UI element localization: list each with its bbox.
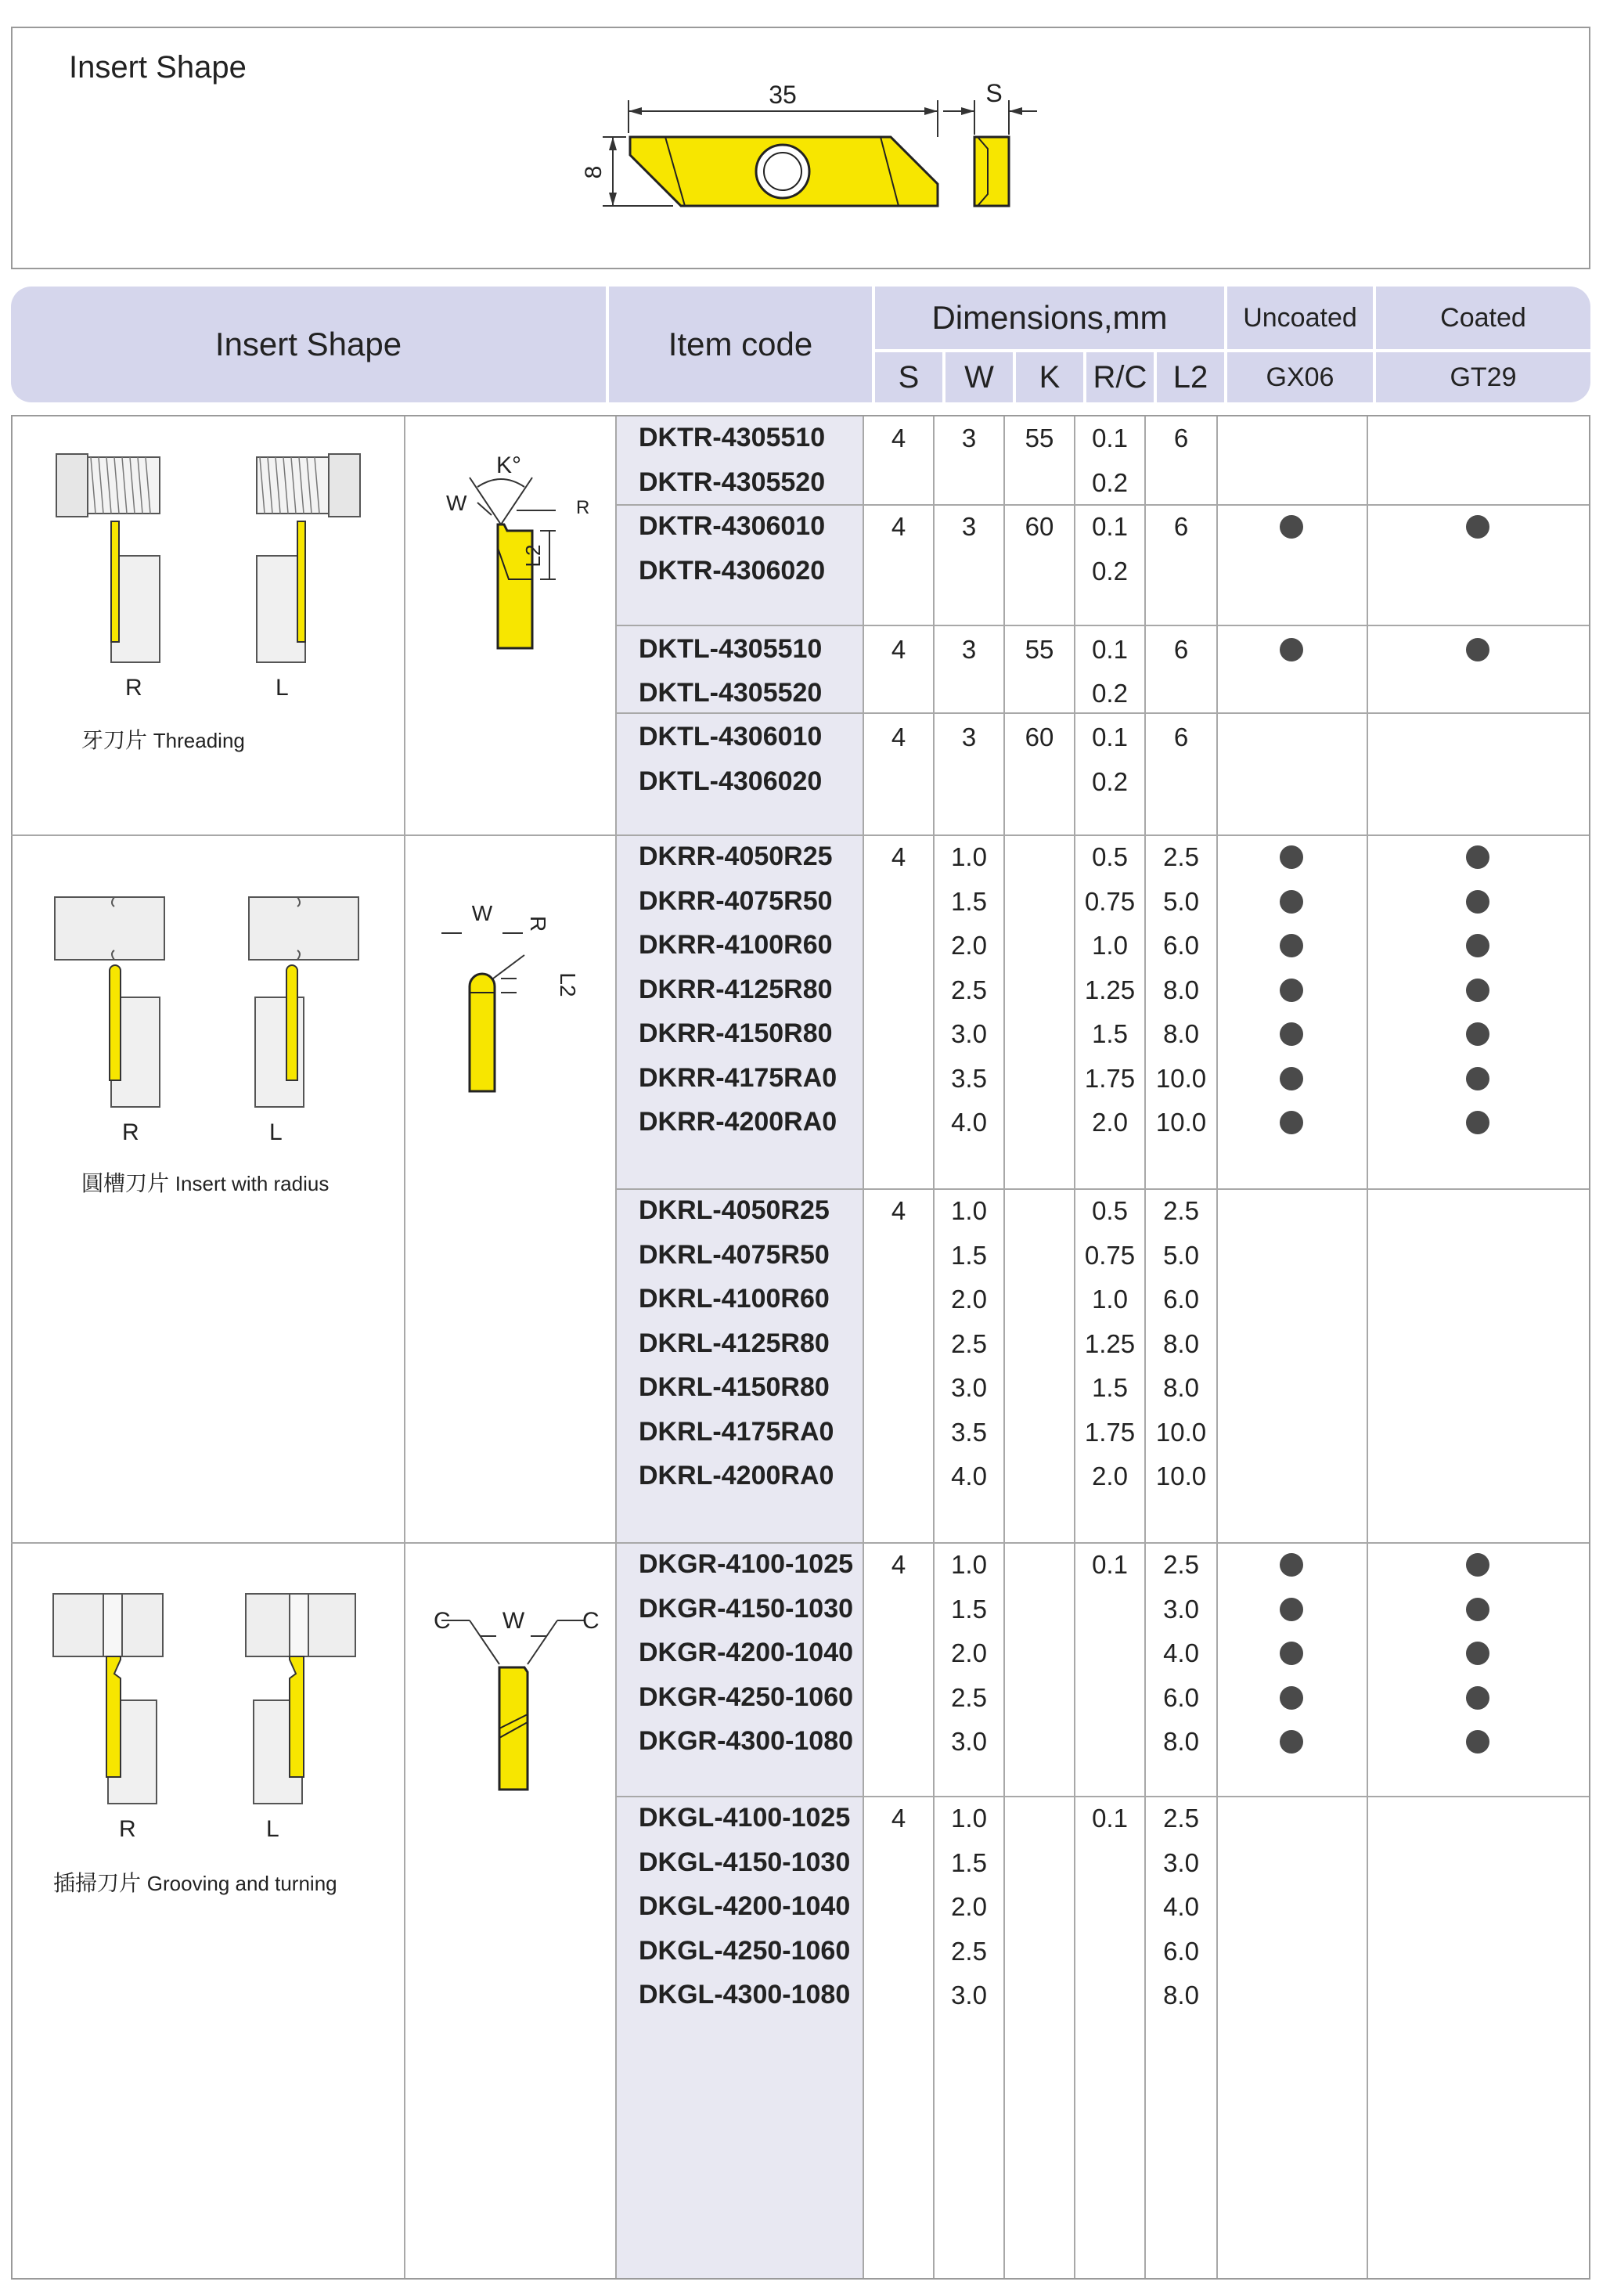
item-code: DKGR-4300-1080	[639, 1726, 854, 1756]
item-code: DKRR-4150R80	[639, 1018, 833, 1048]
header-col-s: S	[875, 352, 942, 402]
availability-dot-gt29	[1466, 1686, 1489, 1710]
availability-dot-gt29	[1466, 1598, 1489, 1621]
cell-l2: 5.0	[1163, 1240, 1199, 1270]
divider	[11, 1542, 1589, 1544]
cell-k: 60	[1025, 512, 1054, 541]
cell-w: 2.0	[951, 1638, 987, 1667]
divider	[1367, 416, 1368, 2278]
availability-dot-gt29	[1466, 890, 1489, 914]
divider	[1216, 416, 1218, 2278]
cell-s: 4	[891, 1550, 906, 1579]
item-code: DKRR-4175RA0	[639, 1062, 837, 1093]
availability-dot-gx06	[1280, 1553, 1303, 1577]
cell-l2: 10.0	[1155, 1108, 1207, 1137]
item-code: DKGR-4250-1060	[639, 1681, 854, 1712]
cell-w: 4.0	[951, 1462, 987, 1490]
cell-l2: 2.5	[1163, 1804, 1199, 1833]
threading-caption: 牙刀片 Threading	[81, 728, 245, 752]
cell-l2: 10.0	[1155, 1462, 1207, 1490]
cell-s: 4	[891, 842, 906, 871]
cell-l2: 4.0	[1163, 1638, 1199, 1667]
item-code: DKTR-4305520	[639, 467, 826, 497]
availability-dot-gt29	[1466, 515, 1489, 539]
radius-l-drawing	[243, 885, 376, 1112]
item-code: DKGL-4100-1025	[639, 1803, 851, 1833]
cell-rc: 2.0	[1092, 1462, 1128, 1490]
threading-r-small-label: R	[576, 497, 590, 518]
cell-w: 1.0	[951, 1550, 987, 1579]
cell-rc: 0.1	[1092, 635, 1128, 664]
cell-l2: 3.0	[1163, 1847, 1199, 1877]
cell-rc: 1.75	[1084, 1417, 1136, 1447]
cell-l2: 6	[1173, 424, 1189, 452]
dim-length-label: 35	[769, 81, 797, 109]
cell-l2: 10.0	[1155, 1063, 1207, 1093]
cell-rc: 0.2	[1092, 767, 1128, 796]
cell-l2: 8.0	[1163, 1727, 1199, 1756]
cell-k: 55	[1025, 635, 1054, 664]
item-code: DKGL-4200-1040	[639, 1891, 851, 1921]
item-code: DKGL-4150-1030	[639, 1847, 851, 1877]
item-code: DKGL-4250-1060	[639, 1935, 851, 1966]
cell-w: 3.5	[951, 1417, 987, 1447]
cell-l2: 8.0	[1163, 1328, 1199, 1358]
cell-rc: 0.75	[1084, 886, 1136, 916]
header-item-code: Item code	[609, 287, 872, 402]
grooving-caption: 插掃刀片 Grooving and turning	[53, 1871, 337, 1895]
cell-rc: 0.2	[1092, 468, 1128, 497]
cell-w: 2.5	[951, 1682, 987, 1712]
cell-rc: 0.2	[1092, 557, 1128, 586]
item-code: DKRL-4175RA0	[639, 1416, 834, 1447]
availability-dot-gx06	[1280, 845, 1303, 869]
cell-l2: 2.5	[1163, 1550, 1199, 1579]
divider	[1003, 416, 1005, 2278]
cell-w: 2.0	[951, 1892, 987, 1921]
cell-w: 3	[961, 424, 977, 452]
cell-w: 1.0	[951, 1804, 987, 1833]
threading-w-label: W	[446, 491, 467, 515]
cell-w: 3.0	[951, 1373, 987, 1402]
item-code: DKGR-4150-1030	[639, 1593, 854, 1624]
cell-w: 2.5	[951, 1936, 987, 1966]
availability-dot-gx06	[1280, 1686, 1303, 1710]
availability-dot-gx06	[1280, 1730, 1303, 1754]
cell-rc: 0.1	[1092, 723, 1128, 752]
cell-rc: 1.0	[1092, 931, 1128, 960]
cell-rc: 0.1	[1092, 424, 1128, 452]
availability-dot-gx06	[1280, 515, 1303, 539]
header-col-k: K	[1016, 352, 1083, 402]
availability-dot-gt29	[1466, 1022, 1489, 1046]
radius-r-small-label: R	[526, 916, 550, 932]
item-code: DKRL-4100R60	[639, 1284, 830, 1314]
cell-w: 3	[961, 635, 977, 664]
radius-l-label: L	[269, 1119, 283, 1145]
cell-rc: 0.2	[1092, 679, 1128, 708]
cell-s: 4	[891, 635, 906, 664]
availability-dot-gt29	[1466, 1111, 1489, 1134]
availability-dot-gx06	[1280, 1022, 1303, 1046]
item-code: DKRR-4050R25	[639, 842, 833, 871]
cell-rc: 2.0	[1092, 1108, 1128, 1137]
cell-l2: 6	[1173, 635, 1189, 664]
availability-dot-gx06	[1280, 1111, 1303, 1134]
table-header	[11, 287, 1590, 402]
cell-s: 4	[891, 424, 906, 452]
threading-l-label: L	[276, 675, 289, 701]
header-dimensions: Dimensions,mm	[875, 287, 1224, 349]
cell-w: 3.0	[951, 1981, 987, 2009]
grooving-l-drawing	[243, 1581, 376, 1808]
cell-l2: 4.0	[1163, 1892, 1199, 1921]
dim-thickness-label: S	[985, 79, 1003, 107]
grooving-r-drawing	[47, 1581, 180, 1808]
cell-l2: 8.0	[1163, 1019, 1199, 1048]
item-code: DKTR-4306020	[639, 556, 826, 586]
insert-shape-drawing	[0, 0, 1610, 266]
threading-r-label: R	[125, 675, 142, 701]
radius-caption: 圓槽刀片 Insert with radius	[81, 1171, 330, 1195]
grooving-r-label: R	[119, 1816, 136, 1842]
radius-l2-label: L2	[556, 972, 580, 997]
item-code: DKTL-4306010	[639, 722, 823, 752]
header-grade-gt29: GT29	[1376, 352, 1590, 402]
divider	[617, 712, 1589, 714]
threading-k-label: K°	[495, 452, 522, 478]
cell-rc: 1.5	[1092, 1373, 1128, 1402]
divider	[11, 834, 1589, 836]
cell-l2: 8.0	[1163, 1981, 1199, 2009]
header-col-rc: R/C	[1086, 352, 1154, 402]
cell-rc: 1.75	[1084, 1063, 1136, 1093]
cell-l2: 8.0	[1163, 975, 1199, 1004]
item-code: DKRL-4075R50	[639, 1239, 830, 1270]
availability-dot-gt29	[1466, 845, 1489, 869]
availability-dot-gx06	[1280, 890, 1303, 914]
cell-l2: 6.0	[1163, 1682, 1199, 1712]
item-code: DKTR-4305510	[639, 423, 826, 452]
availability-dot-gx06	[1280, 638, 1303, 661]
cell-w: 1.5	[951, 1240, 987, 1270]
cell-l2: 10.0	[1155, 1417, 1207, 1447]
item-code: DKRR-4100R60	[639, 930, 833, 960]
divider	[617, 625, 1589, 626]
cell-l2: 6	[1173, 512, 1189, 541]
cell-w: 1.5	[951, 1594, 987, 1624]
cell-w: 1.0	[951, 842, 987, 871]
header-coated: Coated	[1376, 287, 1590, 349]
grooving-insert-diagram	[423, 1589, 611, 1800]
divider	[617, 1796, 1589, 1797]
availability-dot-gt29	[1466, 1730, 1489, 1754]
cell-rc: 0.75	[1084, 1240, 1136, 1270]
divider	[615, 416, 617, 2278]
dim-height-label: 8	[581, 165, 607, 179]
item-code: DKTL-4306020	[639, 766, 823, 796]
cell-w: 2.0	[951, 1285, 987, 1314]
cell-s: 4	[891, 512, 906, 541]
cell-l2: 8.0	[1163, 1373, 1199, 1402]
item-code: DKRR-4075R50	[639, 885, 833, 916]
cell-l2: 6.0	[1163, 1285, 1199, 1314]
item-code: DKGR-4100-1025	[639, 1549, 854, 1579]
cell-w: 4.0	[951, 1108, 987, 1137]
cell-rc: 1.25	[1084, 1328, 1136, 1358]
threading-l2-label: L2	[521, 544, 545, 568]
cell-k: 55	[1025, 424, 1054, 452]
cell-l2: 5.0	[1163, 886, 1199, 916]
divider	[404, 416, 405, 2278]
cell-w: 2.0	[951, 931, 987, 960]
cell-w: 3.0	[951, 1727, 987, 1756]
cell-s: 4	[891, 723, 906, 752]
availability-dot-gx06	[1280, 979, 1303, 1002]
availability-dot-gt29	[1466, 934, 1489, 957]
item-code: DKRL-4050R25	[639, 1195, 830, 1225]
item-code: DKGL-4300-1080	[639, 1980, 851, 2009]
radius-w-label: W	[471, 901, 493, 925]
header-insert-shape: Insert Shape	[11, 287, 606, 402]
cell-s: 4	[891, 1196, 906, 1225]
cell-w: 3.0	[951, 1019, 987, 1048]
cell-w: 3	[961, 512, 977, 541]
cell-l2: 3.0	[1163, 1594, 1199, 1624]
cell-rc: 1.25	[1084, 975, 1136, 1004]
grooving-l-label: L	[266, 1816, 279, 1842]
availability-dot-gt29	[1466, 979, 1489, 1002]
cell-rc: 0.5	[1092, 842, 1128, 871]
item-code: DKTL-4305520	[639, 678, 823, 708]
cell-rc: 1.0	[1092, 1285, 1128, 1314]
availability-dot-gx06	[1280, 1642, 1303, 1665]
grooving-c1-label: C	[434, 1608, 451, 1634]
cell-w: 2.5	[951, 975, 987, 1004]
item-code: DKRR-4200RA0	[639, 1107, 837, 1137]
grooving-w-label: W	[502, 1608, 525, 1634]
availability-dot-gx06	[1280, 1067, 1303, 1090]
item-code: DKRL-4150R80	[639, 1372, 830, 1402]
availability-dot-gt29	[1466, 638, 1489, 661]
availability-dot-gt29	[1466, 1553, 1489, 1577]
radius-r-drawing	[47, 885, 180, 1112]
header-col-l2: L2	[1157, 352, 1224, 402]
item-code: DKRL-4200RA0	[639, 1461, 834, 1490]
header-col-w: W	[945, 352, 1013, 402]
availability-dot-gx06	[1280, 1598, 1303, 1621]
insert-shape-title: Insert Shape	[69, 50, 247, 85]
availability-dot-gx06	[1280, 934, 1303, 957]
divider	[617, 1188, 1589, 1190]
cell-l2: 2.5	[1163, 842, 1199, 871]
radius-insert-diagram	[423, 892, 611, 1104]
cell-rc: 1.5	[1092, 1019, 1128, 1048]
item-code: DKRR-4125R80	[639, 974, 833, 1004]
cell-w: 2.5	[951, 1328, 987, 1358]
item-code: DKTR-4306010	[639, 511, 826, 541]
cell-rc: 0.1	[1092, 1550, 1128, 1579]
header-uncoated: Uncoated	[1227, 287, 1373, 349]
cell-w: 3	[961, 723, 977, 752]
cell-w: 1.0	[951, 1196, 987, 1225]
cell-k: 60	[1025, 723, 1054, 752]
cell-l2: 6	[1173, 723, 1189, 752]
cell-w: 1.5	[951, 1847, 987, 1877]
grooving-c2-label: C	[582, 1608, 600, 1634]
cell-w: 1.5	[951, 886, 987, 916]
radius-r-label: R	[122, 1119, 139, 1145]
header-grade-gx06: GX06	[1227, 352, 1373, 402]
threading-l-drawing	[243, 446, 376, 665]
threading-r-drawing	[47, 446, 180, 665]
cell-rc: 0.5	[1092, 1196, 1128, 1225]
item-code: DKRL-4125R80	[639, 1328, 830, 1358]
item-code: DKGR-4200-1040	[639, 1638, 854, 1667]
cell-s: 4	[891, 1804, 906, 1833]
cell-rc: 0.1	[1092, 512, 1128, 541]
divider	[617, 504, 1589, 506]
cell-l2: 6.0	[1163, 931, 1199, 960]
threading-insert-diagram	[423, 446, 611, 658]
cell-rc: 0.1	[1092, 1804, 1128, 1833]
availability-dot-gt29	[1466, 1067, 1489, 1090]
cell-w: 3.5	[951, 1063, 987, 1093]
divider	[863, 416, 864, 2278]
cell-l2: 6.0	[1163, 1936, 1199, 1966]
cell-l2: 2.5	[1163, 1196, 1199, 1225]
availability-dot-gt29	[1466, 1642, 1489, 1665]
item-code: DKTL-4305510	[639, 634, 823, 664]
